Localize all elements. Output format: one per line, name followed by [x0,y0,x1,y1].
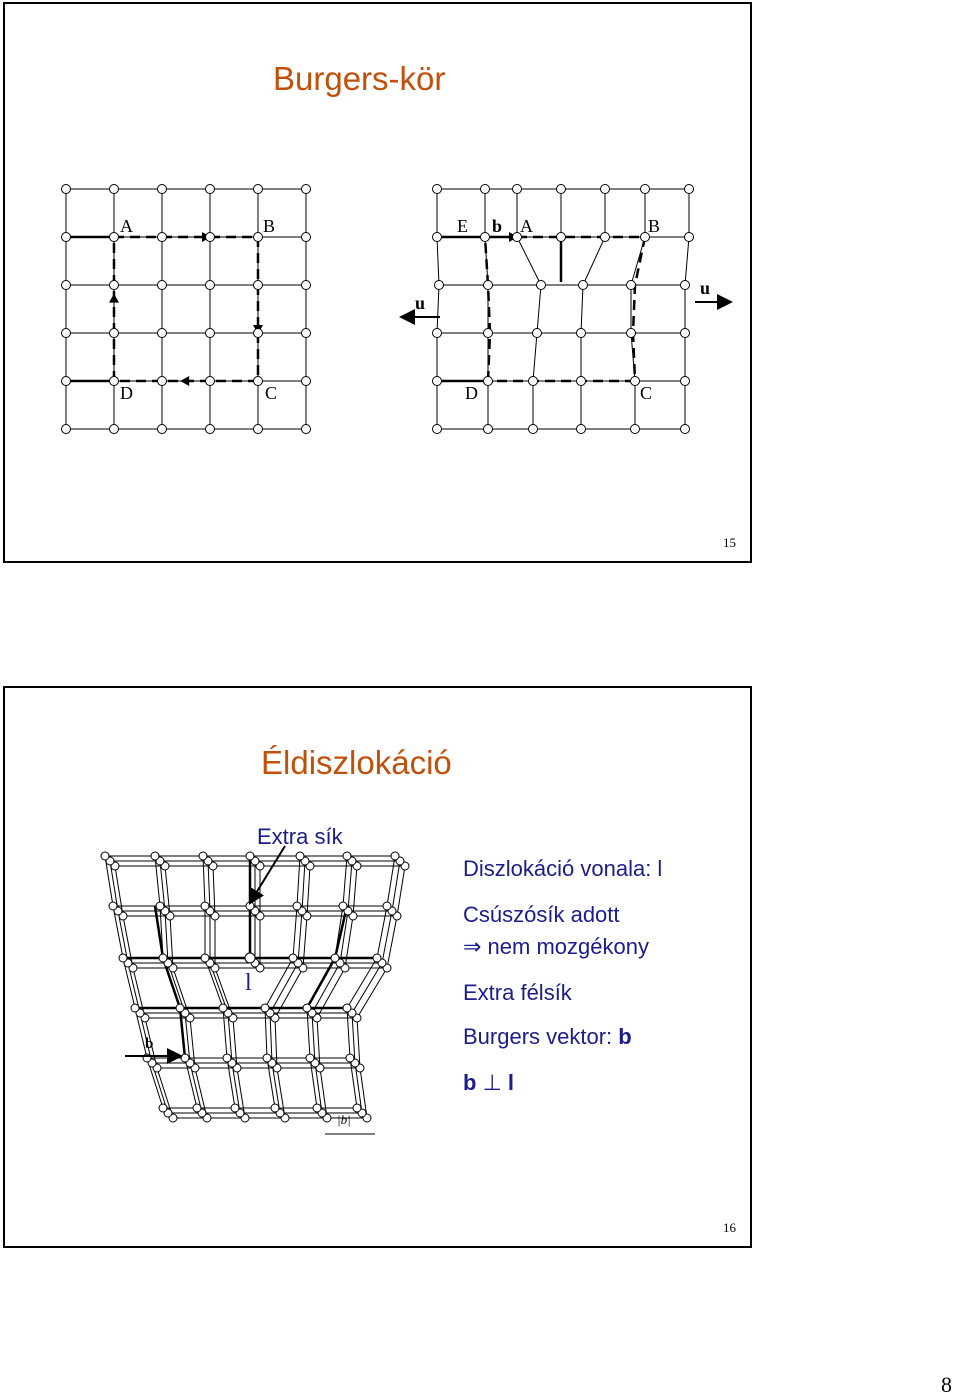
lattice-atom [219,1004,227,1012]
bullet-not-mobile: ⇒ nem mozgékony [463,934,649,959]
lattice-atom [158,329,167,338]
lattice-atom [158,377,167,386]
lattice-atom [62,329,71,338]
lattice-column-line [213,866,245,1118]
lattice-atom [151,852,159,860]
lattice-column-line [275,866,310,1118]
lattice-atom [201,954,209,962]
lattice-atom [62,377,71,386]
lattice-atom [685,233,694,242]
lattice-column-line [437,189,439,429]
bullet-perpendicular: b ⊥ l [463,1070,514,1095]
lattice-atom [62,281,71,290]
lattice-atom [206,233,215,242]
lattice-atom [201,902,209,910]
lattice-column-line [165,866,207,1118]
lattice-atom [681,281,690,290]
lattice-atom [110,377,119,386]
lattice-atom [231,1104,239,1112]
lattice-atom [533,329,542,338]
lattice-atom [577,377,586,386]
lattice-atom [313,1104,321,1112]
label-D-right: D [465,383,478,403]
lattice-atom [62,425,71,434]
lattice-atom [433,377,442,386]
dislocation-line-label: l [245,970,252,996]
lattice-atom [110,329,119,338]
lattice-atom [343,1004,351,1012]
bullet-extra-half-plane: Extra félsík [463,980,572,1005]
slide-title: Burgers-kör [273,60,446,97]
label-u-left: u [415,293,426,313]
lattice-atom [433,233,442,242]
lattice-atom [302,377,311,386]
lattice-atom [631,377,640,386]
lattice-atom [206,185,215,194]
lattice-column-line [208,861,240,1113]
lattice-atom [159,1104,167,1112]
lattice-atom [131,1004,139,1012]
lattice-atom [346,1054,354,1062]
lattice-atom [433,185,442,194]
lattice-atom [246,902,254,910]
lattice-column-line [203,856,235,1108]
lattice-atom [296,852,304,860]
lattice-atom [577,329,586,338]
lattice-atom [481,233,490,242]
bullet-burgers-vector: Burgers vektor: b [463,1024,632,1049]
lattice-atom [158,425,167,434]
lattice-atom [481,185,490,194]
b-magnitude-label: |b| [337,1112,351,1127]
lattice-atom [181,1054,189,1062]
lattice-atom [289,954,297,962]
lattice-atom [254,281,263,290]
lattice-atom [206,281,215,290]
extra-plane-label: Extra sík [257,824,343,849]
lattice-atom [302,281,311,290]
lattice-atom [681,377,690,386]
lattice-atom [484,281,493,290]
lattice-atom [263,1054,271,1062]
lattice-atom [391,852,399,860]
lattice-atom [433,329,442,338]
lattice-atom [271,1104,279,1112]
lattice-atom [302,329,311,338]
lattice-atom [254,425,263,434]
lattice-atom [484,329,493,338]
lattice-atom [303,1004,311,1012]
lattice-atom [579,281,588,290]
label-A: A [120,216,133,236]
lattice-atom [246,852,254,860]
lattice-atom [631,425,640,434]
lattice-atom [435,281,444,290]
lattice-atom [119,954,127,962]
lattice-column-line [155,856,197,1108]
burgers-b-label: b [145,1036,154,1052]
label-E: E [457,216,468,236]
lattice-atom [245,953,255,963]
lattice-atom [110,233,119,242]
lattice-atom [353,1104,361,1112]
label-B: B [263,216,276,236]
lattice-atom [254,185,263,194]
label-D: D [120,383,133,403]
lattice-atom [62,233,71,242]
lattice-atom [557,185,566,194]
lattice-atom [199,852,207,860]
dislocated-lattice-diagram [395,174,735,439]
lattice-atom [373,954,381,962]
lattice-atom [306,1054,314,1062]
lattice-atom [110,425,119,434]
lattice-atom [101,852,109,860]
lattice-atom [206,329,215,338]
lattice-column-line [485,189,488,429]
lattice-atom [293,902,301,910]
lattice-atom [109,902,117,910]
lattice-atom [261,1004,269,1012]
label-C-right: C [640,383,653,403]
lattice-atom [433,425,442,434]
lattice-atom [156,902,164,910]
lattice-atom [529,377,538,386]
lattice-atom [193,1104,201,1112]
lattice-atom [110,185,119,194]
lattice-atom [513,185,522,194]
lattice-atom [158,185,167,194]
lattice-atom [484,377,493,386]
lattice-atom [681,329,690,338]
implies-symbol: ⇒ [463,934,482,959]
lattice-column-line [581,189,605,429]
lattice-atom [110,281,119,290]
lattice-atom [627,329,636,338]
circuit-arrowhead [180,376,189,386]
slide-edge-dislocation [3,686,752,1248]
lattice-atom [641,185,650,194]
bullet-slip-plane: Csúszósík adott [463,902,620,927]
perpendicular-symbol: ⊥ [476,1070,508,1095]
lattice-atom [159,954,167,962]
lattice-atom [484,425,493,434]
perfect-lattice-diagram [50,174,320,439]
lattice-atom [302,233,311,242]
lattice-atom [681,425,690,434]
lattice-atom [343,852,351,860]
label-b: b [492,216,503,236]
lattice-atom [254,377,263,386]
lattice-atom [627,281,636,290]
lattice-atom [158,281,167,290]
lattice-atom [254,233,263,242]
label-C: C [265,383,278,403]
label-B-right: B [648,216,661,236]
circuit-arrowhead [109,294,119,303]
slide-number: 15 [723,535,736,550]
lattice-atom [529,425,538,434]
slide-number: 16 [723,1220,736,1235]
lattice-atom [537,281,546,290]
edge-dislocation-diagram [85,818,415,1163]
lattice-atom [206,377,215,386]
lattice-column-line [307,856,347,1108]
lattice-atom [302,185,311,194]
slide-title: Éldiszlokáció [261,744,452,781]
circuit-segment [155,906,185,1058]
lattice-atom [339,902,347,910]
lattice-atom [685,185,694,194]
extra-plane-pointer-arrow [253,846,285,898]
lattice-atom [557,233,566,242]
lattice-column-line [160,861,202,1113]
lattice-atom [601,185,610,194]
bullet-dislocation-line: Diszlokáció vonala: l [463,856,663,881]
lattice-column-line [317,866,357,1118]
lattice-atom [223,1054,231,1062]
lattice-atom [331,954,339,962]
slide-burgers-circuit [3,2,752,563]
lattice-atom [62,185,71,194]
lattice-column-line [270,861,305,1113]
lattice-column-line [685,189,689,429]
lattice-atom [158,233,167,242]
page-number: 8 [941,1372,952,1397]
label-A-right: A [520,216,533,236]
label-u-right: u [700,278,711,298]
lattice-atom [254,329,263,338]
lattice-atom [383,902,391,910]
lattice-atom [601,233,610,242]
lattice-atom [206,425,215,434]
lattice-atom [577,425,586,434]
lattice-atom [302,425,311,434]
lattice-atom [176,1004,184,1012]
